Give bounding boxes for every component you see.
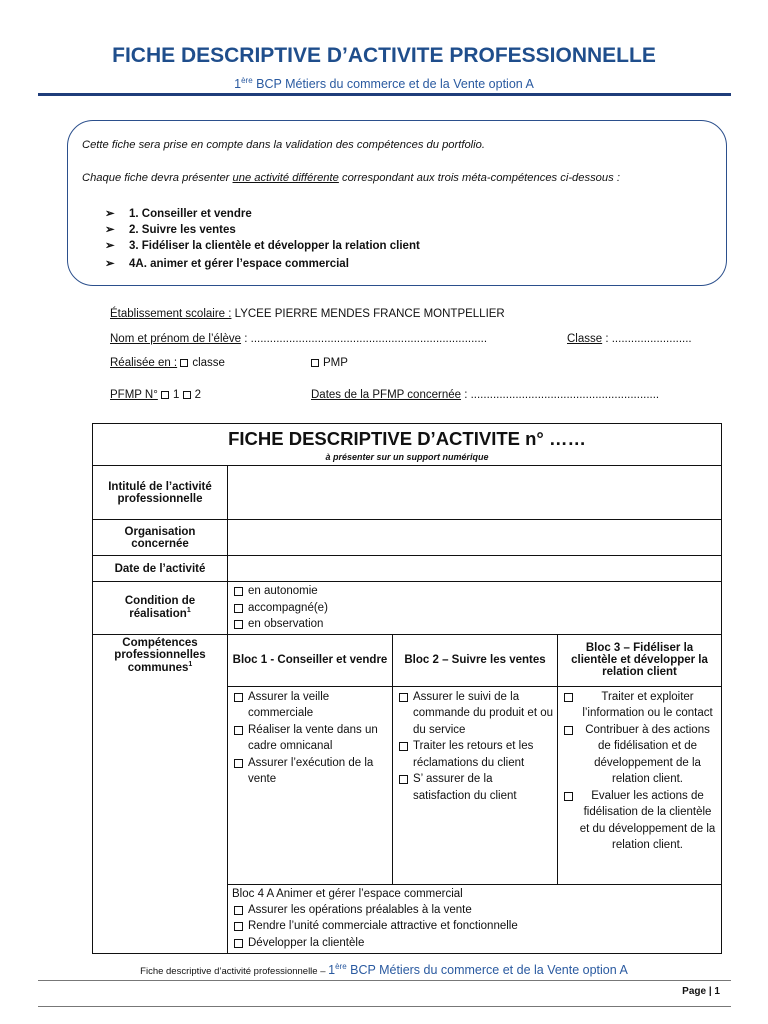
bloc-item-label: Rendre l’unité commerciale attractive et fonctionnelle [248,920,518,932]
bullet-item [105,222,236,236]
bloc-item[interactable] [397,689,553,739]
page-number: Page | 1 [682,986,720,997]
info-line-2 [82,172,620,184]
checkbox-icon[interactable] [399,742,408,751]
checkbox-icon[interactable] [234,922,243,931]
table-header [93,424,722,466]
subtitle-sup: ère [241,76,253,85]
realisee-line [110,357,225,369]
bloc-4 [228,884,722,954]
realisee-label: Réalisée en : [110,357,178,369]
bullet-label: 3. Fidéliser la clientèle et développer la relation client [129,240,420,252]
arrow-bullet-icon: ➢ [105,240,115,252]
bloc-item-label: Assurer le suivi de la commande du produit et ou du service [413,690,554,736]
checkbox-icon[interactable] [234,759,243,768]
bloc-2-title: Bloc 2 – Suivre les ventes [393,634,558,686]
classe-line[interactable] [567,333,692,345]
pfmp-line [110,389,201,401]
info-line-2-underlined: une activité différente [232,172,339,184]
bloc-item[interactable] [232,902,717,919]
footer-sub-num: 1 [328,963,336,978]
info-line-2-b: correspondant aux trois méta-compétences ci-dessous : [338,172,620,184]
bloc-item-label: Assurer la veille commerciale [248,690,330,719]
bloc-item[interactable] [562,788,717,854]
nom-label: Nom et prénom de l’élève [110,333,242,345]
bullet-label: 4A. animer et gérer l’espace commercial [129,258,349,270]
option-observation[interactable] [232,616,717,633]
pfmp-1: 1 [173,389,180,401]
label-date: Date de l’activité [93,556,228,582]
option-autonomie[interactable] [232,583,717,600]
pfmp-label: PFMP N° [110,389,158,401]
checkbox-pfmp-2[interactable] [183,391,191,399]
info-line-2-a: Chaque fiche devra présenter [82,172,233,184]
bloc-item-label: Réaliser la vente dans un cadre omnicanal [248,723,378,752]
header-rule [38,93,731,96]
option-label: en autonomie [248,585,318,597]
option-pmp-line [311,357,348,369]
bloc-item[interactable] [232,935,717,952]
bloc-2-items [393,686,558,884]
pfmp-2: 2 [194,389,202,401]
bloc-item[interactable] [397,738,553,771]
bloc-item[interactable] [232,918,717,935]
checkbox-icon[interactable] [564,693,573,702]
footer [0,962,768,977]
subtitle-num: 1 [234,77,242,92]
checkbox-classe[interactable] [180,359,188,367]
checkbox-icon[interactable] [234,693,243,702]
checkbox-icon[interactable] [234,587,243,596]
table-subtitle: à présenter sur un support numérique [325,452,489,462]
bullet-label: 1. Conseiller et vendre [129,208,252,220]
info-line-1: Cette fiche sera prise en compte dans la validation des compétences du portfolio. [82,139,485,151]
field-organisation[interactable] [228,520,722,556]
footer-subtitle [328,963,628,977]
dates-label: Dates de la PFMP concernée [311,389,462,401]
bullet-item [105,256,349,270]
label-competences-text: Compétences professionnelles communes [114,636,206,674]
label-condition-text: Condition de réalisation [124,595,196,621]
option-classe: classe [192,357,225,369]
checkbox-pmp[interactable] [311,359,319,367]
footnote-sup: 1 [188,660,193,668]
etablissement-line [110,308,505,320]
bloc-item[interactable] [397,771,553,804]
bloc-item[interactable] [562,722,717,788]
option-label: en observation [248,618,324,630]
bloc-item-label: Traiter et exploiter l’information ou le contact [582,690,713,719]
bloc-item-label: Assurer les opérations préalables à la vente [248,903,472,916]
condition-options [228,582,722,635]
field-intitule[interactable] [228,466,722,520]
checkbox-icon[interactable] [564,726,573,735]
footer-rule [38,980,731,981]
etablissement-value: LYCEE PIERRE MENDES FRANCE MONTPELLIER [231,308,505,320]
table-title: FICHE DESCRIPTIVE D’ACTIVITE n° …… [228,428,586,449]
page-title: FICHE DESCRIPTIVE D’ACTIVITE PROFESSIONNELLE [112,44,656,67]
footnote-sup: 1 [186,607,191,615]
bullet-label: 2. Suivre les ventes [129,224,236,236]
page-rule [38,1006,731,1007]
nom-line[interactable] [110,333,487,345]
checkbox-icon[interactable] [234,906,243,915]
footer-sub-sup: ère [335,962,347,971]
checkbox-icon[interactable] [399,693,408,702]
arrow-bullet-icon: ➢ [105,258,115,270]
bloc-1-items [228,686,393,884]
bloc-item-label: Evaluer les actions de fidélisation de la clientèle et du développement de la relation client. [579,789,716,851]
page-subtitle [0,76,768,91]
bloc-3-items [558,686,722,884]
bloc-item[interactable] [232,689,388,722]
label-intitule: Intitulé de l’activité professionnelle [93,466,228,520]
etablissement-label: Établissement scolaire : [110,308,232,320]
bullet-item [105,206,252,220]
bloc-item[interactable] [232,755,388,788]
classe-label: Classe [567,333,603,345]
checkbox-icon[interactable] [234,620,243,629]
checkbox-icon[interactable] [234,939,243,948]
label-condition [93,582,228,635]
bloc-1-title: Bloc 1 - Conseiller et vendre [228,634,393,686]
nom-dots: : .......................................................................... [241,333,488,345]
subtitle-text: BCP Métiers du commerce et de la Vente option A [252,77,534,92]
bloc-item-label: S’ assurer de la satisfaction du client [413,773,517,802]
dates-dots: : ........................................................... [461,389,660,401]
label-organisation: Organisation concernée [93,520,228,556]
checkbox-icon[interactable] [234,726,243,735]
option-label: accompagné(e) [248,601,328,614]
bloc-item-label: Traiter les retours et les réclamations du client [413,740,534,769]
bloc-3-title: Bloc 3 – Fidéliser la clientèle et développer la relation client [558,634,722,686]
bloc-item[interactable] [232,722,388,755]
checkbox-icon[interactable] [399,775,408,784]
activity-table [92,423,722,954]
option-accompagne[interactable] [232,600,717,617]
field-date[interactable] [228,556,722,582]
checkbox-pfmp-1[interactable] [161,391,169,399]
dates-line[interactable] [311,389,659,401]
arrow-bullet-icon: ➢ [105,208,115,220]
bloc-4-title: Bloc 4 A Animer et gérer l’espace commercial [232,887,463,900]
arrow-bullet-icon: ➢ [105,224,115,236]
bloc-item[interactable] [562,689,717,722]
footer-sub-text: BCP Métiers du commerce et de la Vente option A [346,963,628,978]
bloc-item-label: Contribuer à des actions de fidélisation et de développement de la relation client. [585,723,710,785]
bloc-item-label: Développer la clientèle [248,936,365,949]
footer-text: Fiche descriptive d’activité professionnelle – [140,966,329,978]
bloc-item-label: Assurer l’exécution de la vente [248,756,374,785]
bullet-item [105,238,420,252]
label-competences [93,634,228,954]
classe-dots: : ......................... [602,333,692,345]
checkbox-icon[interactable] [564,792,573,801]
option-pmp: PMP [323,357,348,369]
checkbox-icon[interactable] [234,604,243,613]
